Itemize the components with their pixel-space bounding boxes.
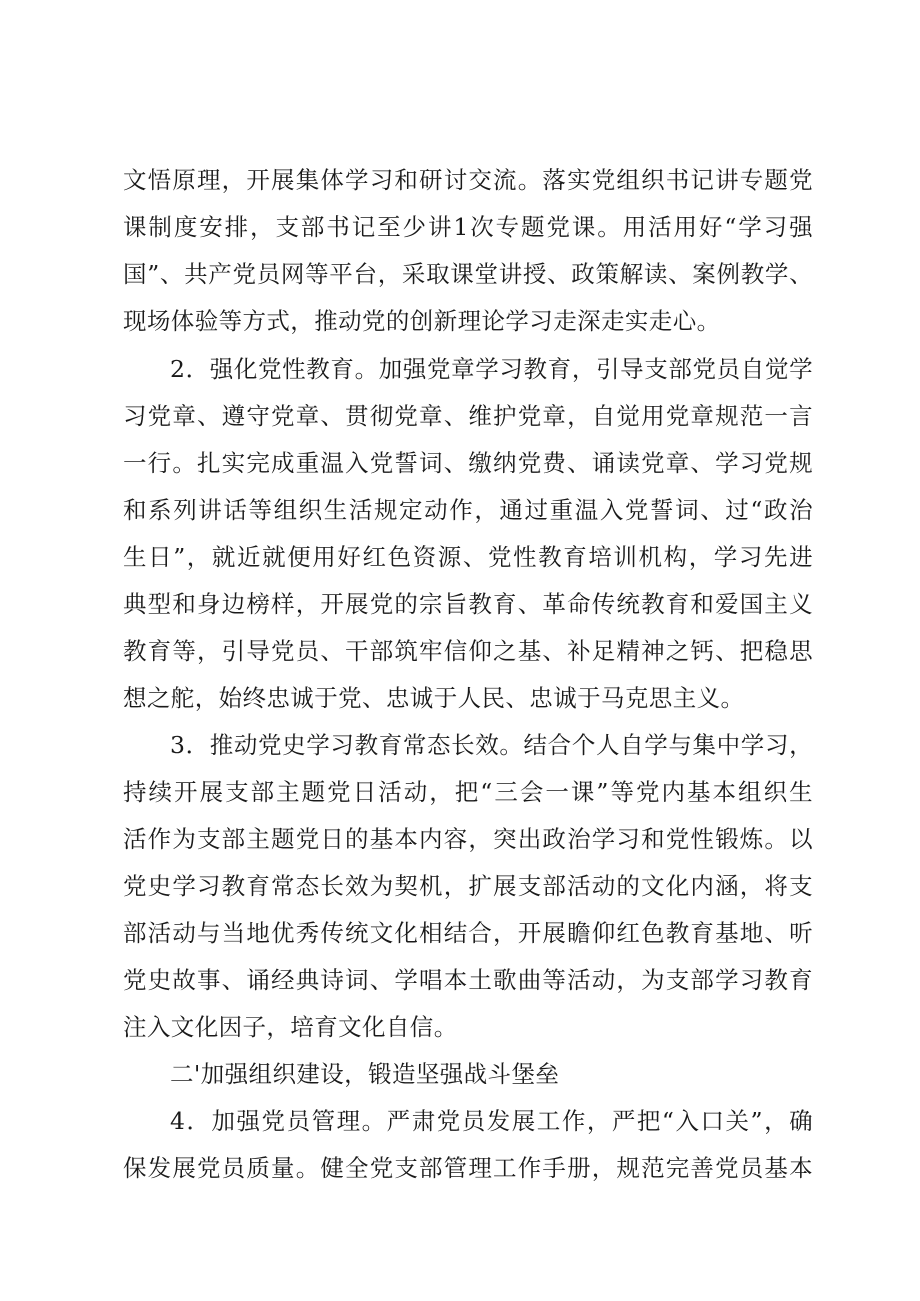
text-line-18: 党史故事、诵经典诗词、学唱本土歌曲等活动，为支部学习教育 — [123, 966, 813, 994]
text-line-10: 典型和身边榜样，开展党的宗旨教育、革命传统教育和爱国主义 — [123, 590, 813, 618]
text-line-16: 党史学习教育常态长效为契机，扩展支部活动的文化内涵，将支 — [123, 872, 813, 900]
text-line-8: 和系列讲话等组织生活规定动作，通过重温入党誓词、过“政治 — [123, 496, 813, 524]
text-line-17: 部活动与当地优秀传统文化相结合，开展瞻仰红色教育基地、听 — [123, 919, 813, 947]
text-line-21: 4．加强党员管理。严肃党员发展工作，严把“入口关”，确 — [170, 1107, 813, 1135]
section-heading: 二'加强组织建设，锻造坚强战斗堡垒 — [170, 1060, 560, 1088]
text-line-9: 生日”，就近就便用好红色资源、党性教育培训机构，学习先进 — [123, 543, 813, 571]
text-line-11: 教育等，引导党员、干部筑牢信仰之基、补足精神之钙、把稳思 — [123, 637, 813, 665]
text-line-13: 3．推动党史学习教育常态长效。结合个人自学与集中学习， — [170, 731, 813, 759]
text-line-12: 想之舵，始终忠诚于党、忠诚于人民、忠诚于马克思主义。 — [123, 684, 745, 712]
text-line-2: 课制度安排，支部书记至少讲1次专题党课。用活用好“学习强 — [123, 213, 813, 241]
text-line-19: 注入文化因子，培育文化自信。 — [123, 1013, 458, 1041]
text-line-15: 活作为支部主题党日的基本内容，突出政治学习和党性锻炼。以 — [123, 825, 813, 853]
text-line-6: 习党章、遵守党章、贯彻党章、维护党章，自觉用党章规范一言 — [123, 402, 813, 430]
text-line-3: 国”、共产党员网等平台，采取课堂讲授、政策解读、案例教学、 — [123, 260, 813, 288]
text-line-4: 现场体验等方式，推动党的创新理论学习走深走实走心。 — [123, 307, 721, 335]
text-line-7: 一行。扎实完成重温入党誓词、缴纳党费、诵读党章、学习党规 — [123, 449, 813, 477]
text-line-22: 保发展党员质量。健全党支部管理工作手册，规范完善党员基本 — [123, 1154, 813, 1182]
text-line-1: 文悟原理，开展集体学习和研讨交流。落实党组织书记讲专题党 — [123, 166, 813, 194]
text-line-14: 持续开展支部主题党日活动，把“三会一课”等党内基本组织生 — [123, 778, 813, 806]
text-line-5: 2．强化党性教育。加强党章学习教育，引导支部党员自觉学 — [170, 355, 813, 383]
